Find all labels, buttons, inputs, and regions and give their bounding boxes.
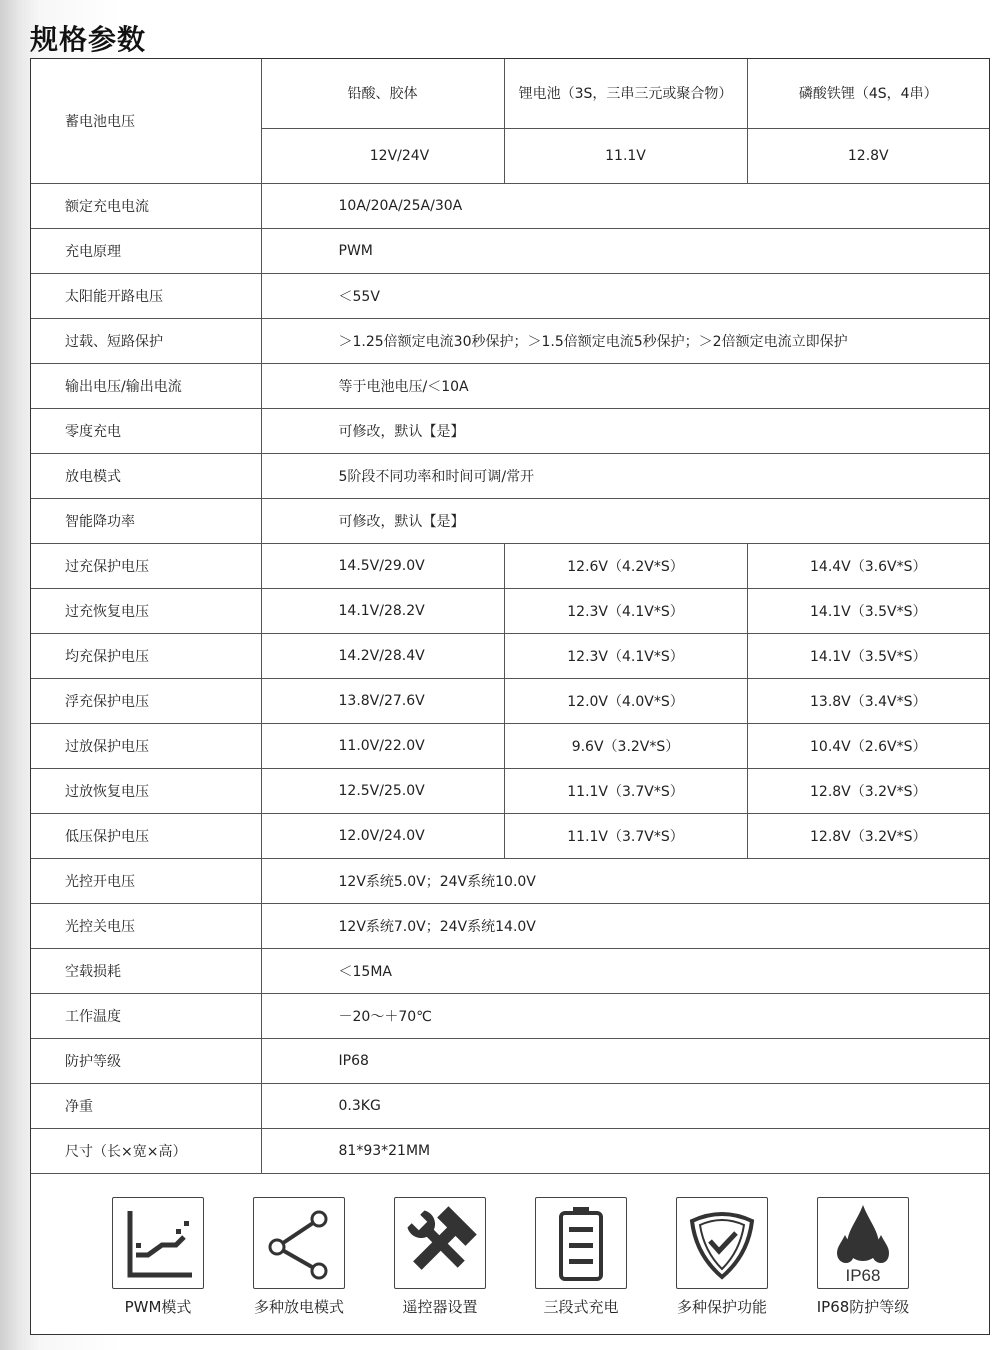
spec-table-frame xyxy=(30,58,990,1335)
spec-row xyxy=(31,768,989,813)
spec-label: 尺寸（长×宽×高） xyxy=(31,1128,261,1173)
feature-ip68 xyxy=(798,1197,928,1317)
spec-value: 12V系统7.0V；24V系统14.0V xyxy=(261,903,989,948)
spec-value: －20～＋70℃ xyxy=(261,993,989,1038)
spec-value-lead-acid: 14.1V/28.2V xyxy=(261,588,504,633)
spec-row xyxy=(31,1128,989,1173)
spec-value-lead-acid: 12.0V/24.0V xyxy=(261,813,504,858)
spec-row xyxy=(31,723,989,768)
spec-row xyxy=(31,318,989,363)
spec-label: 均充保护电压 xyxy=(31,633,261,678)
spec-row xyxy=(31,1083,989,1128)
spec-value-lifepo4: 14.4V（3.6V*S） xyxy=(747,543,989,588)
spec-value: 可修改，默认【是】 xyxy=(261,498,989,543)
feature-label: 遥控器设置 xyxy=(402,1298,478,1316)
spec-value-lifepo4: 12.8V（3.2V*S） xyxy=(747,813,989,858)
spec-value-lithium: 12.3V（4.1V*S） xyxy=(504,588,747,633)
spec-table xyxy=(31,59,989,1174)
spec-value: PWM xyxy=(261,228,989,273)
shield-check-icon xyxy=(676,1197,768,1289)
spec-value: 81*93*21MM xyxy=(261,1128,989,1173)
spec-value-lifepo4: 10.4V（2.6V*S） xyxy=(747,723,989,768)
spec-value: ＜15MA xyxy=(261,948,989,993)
spec-value-lifepo4: 14.1V（3.5V*S） xyxy=(747,633,989,678)
spec-label: 过充恢复电压 xyxy=(31,588,261,633)
spec-label: 空载损耗 xyxy=(31,948,261,993)
type-lithium: 锂电池（3S，三串三元或聚合物） xyxy=(504,59,747,128)
spec-label: 智能降功率 xyxy=(31,498,261,543)
page-title: 规格参数 xyxy=(30,23,147,56)
voltage-lithium: 11.1V xyxy=(504,128,747,183)
spec-label: 低压保护电压 xyxy=(31,813,261,858)
feature-protection xyxy=(657,1197,787,1317)
feature-label: 多种保护功能 xyxy=(676,1298,767,1316)
feature-label: 多种放电模式 xyxy=(253,1298,344,1316)
spec-label: 过充保护电压 xyxy=(31,543,261,588)
spec-value: IP68 xyxy=(261,1038,989,1083)
voltage-lifepo4: 12.8V xyxy=(747,128,989,183)
spec-label: 过载、短路保护 xyxy=(31,318,261,363)
spec-value: ＜55V xyxy=(261,273,989,318)
spec-row xyxy=(31,588,989,633)
spec-label: 充电原理 xyxy=(31,228,261,273)
spec-value-lifepo4: 13.8V（3.4V*S） xyxy=(747,678,989,723)
spec-row xyxy=(31,183,989,228)
water-drop-icon xyxy=(817,1197,909,1289)
spec-label: 浮充保护电压 xyxy=(31,678,261,723)
spec-row xyxy=(31,1038,989,1083)
spec-value-lithium: 12.6V（4.2V*S） xyxy=(504,543,747,588)
feature-pwm xyxy=(93,1197,223,1317)
battery-voltage-label: 蓄电池电压 xyxy=(31,59,261,183)
spec-row xyxy=(31,408,989,453)
spec-row xyxy=(31,363,989,408)
spec-label: 太阳能开路电压 xyxy=(31,273,261,318)
spec-value-lead-acid: 13.8V/27.6V xyxy=(261,678,504,723)
spec-value-lifepo4: 12.8V（3.2V*S） xyxy=(747,768,989,813)
spec-value: 10A/20A/25A/30A xyxy=(261,183,989,228)
spec-value-lithium: 12.0V（4.0V*S） xyxy=(504,678,747,723)
share-nodes-icon xyxy=(253,1197,345,1289)
spec-value: 0.3KG xyxy=(261,1083,989,1128)
spec-label: 光控开电压 xyxy=(31,858,261,903)
spec-value-lead-acid: 14.5V/29.0V xyxy=(261,543,504,588)
feature-discharge-modes xyxy=(234,1197,364,1317)
spec-row xyxy=(31,498,989,543)
feature-label: PWM模式 xyxy=(124,1298,192,1316)
spec-row xyxy=(31,678,989,723)
spec-row xyxy=(31,228,989,273)
feature-three-stage xyxy=(516,1197,646,1317)
feature-label: IP68防护等级 xyxy=(816,1298,910,1316)
pwm-chart-icon xyxy=(112,1197,204,1289)
hammer-wrench-icon xyxy=(394,1197,486,1289)
spec-label: 光控关电压 xyxy=(31,903,261,948)
spec-value-lead-acid: 12.5V/25.0V xyxy=(261,768,504,813)
spec-label: 工作温度 xyxy=(31,993,261,1038)
ip68-badge: IP68 xyxy=(845,1266,881,1285)
spec-row xyxy=(31,993,989,1038)
spec-label: 过放恢复电压 xyxy=(31,768,261,813)
feature-icons xyxy=(31,1173,989,1335)
type-lifepo4: 磷酸铁锂（4S，4串） xyxy=(747,59,989,128)
spec-value-lifepo4: 14.1V（3.5V*S） xyxy=(747,588,989,633)
spec-value-lithium: 11.1V（3.7V*S） xyxy=(504,813,747,858)
spec-label: 放电模式 xyxy=(31,453,261,498)
spec-label: 输出电压/输出电流 xyxy=(31,363,261,408)
spec-value-lithium: 12.3V（4.1V*S） xyxy=(504,633,747,678)
spec-row xyxy=(31,543,989,588)
feature-label: 三段式充电 xyxy=(543,1298,619,1316)
spec-value: 可修改，默认【是】 xyxy=(261,408,989,453)
type-lead-acid: 铅酸、胶体 xyxy=(261,59,504,128)
spec-row xyxy=(31,633,989,678)
spec-row xyxy=(31,948,989,993)
spec-row xyxy=(31,858,989,903)
spec-value: 等于电池电压/＜10A xyxy=(261,363,989,408)
voltage-lead-acid: 12V/24V xyxy=(261,128,504,183)
spec-value-lead-acid: 11.0V/22.0V xyxy=(261,723,504,768)
spec-value-lithium: 9.6V（3.2V*S） xyxy=(504,723,747,768)
spec-row xyxy=(31,453,989,498)
spec-label: 零度充电 xyxy=(31,408,261,453)
spec-label: 防护等级 xyxy=(31,1038,261,1083)
spec-value-lithium: 11.1V（3.7V*S） xyxy=(504,768,747,813)
spec-value: 12V系统5.0V；24V系统10.0V xyxy=(261,858,989,903)
spec-value-lead-acid: 14.2V/28.4V xyxy=(261,633,504,678)
spec-row xyxy=(31,903,989,948)
spec-label: 额定充电电流 xyxy=(31,183,261,228)
spec-row xyxy=(31,813,989,858)
spec-label: 净重 xyxy=(31,1083,261,1128)
spec-value: ＞1.25倍额定电流30秒保护；＞1.5倍额定电流5秒保护；＞2倍额定电流立即保护 xyxy=(261,318,989,363)
spec-value: 5阶段不同功率和时间可调/常开 xyxy=(261,453,989,498)
battery-icon xyxy=(535,1197,627,1289)
spec-label: 过放保护电压 xyxy=(31,723,261,768)
feature-remote xyxy=(375,1197,505,1317)
battery-type-row xyxy=(31,59,989,128)
spec-row xyxy=(31,273,989,318)
